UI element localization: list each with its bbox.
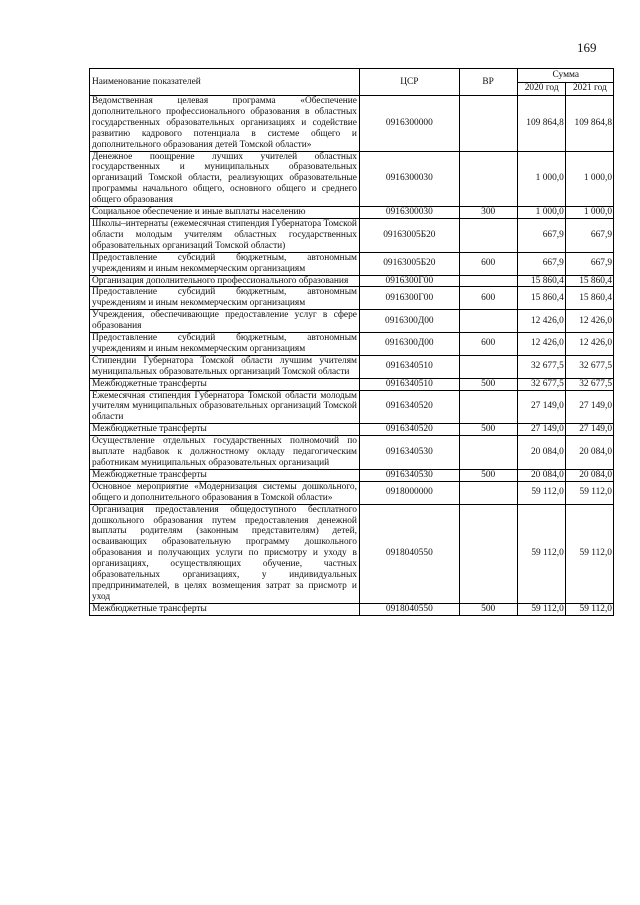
page-number: 169 — [577, 40, 597, 55]
row-csr: 0916300030 — [359, 151, 459, 207]
row-csr: 0916300Д00 — [359, 310, 459, 333]
table-row — [90, 151, 614, 207]
row-amount-2021: 59 112,0 — [565, 504, 613, 603]
row-csr: 0916340520 — [359, 424, 459, 436]
row-amount-2020: 667,9 — [517, 252, 565, 275]
row-csr: 0916340520 — [359, 390, 459, 424]
row-vr: 600 — [459, 252, 517, 275]
header-name: Наименование показателей — [90, 69, 360, 96]
row-amount-2021: 12 426,0 — [565, 333, 613, 356]
row-amount-2020: 27 149,0 — [517, 424, 565, 436]
row-amount-2021: 1 000,0 — [565, 151, 613, 207]
row-amount-2020: 20 084,0 — [517, 469, 565, 481]
row-vr — [459, 151, 517, 207]
row-vr: 600 — [459, 333, 517, 356]
table-row — [90, 469, 614, 481]
row-name: Предоставление субсидий бюджетным, автономным учреждениям и иным некоммерческим организациям — [90, 252, 360, 275]
table-row — [90, 287, 614, 310]
row-csr: 09163005Б20 — [359, 252, 459, 275]
row-amount-2020: 59 112,0 — [517, 603, 565, 615]
row-amount-2020: 12 426,0 — [517, 310, 565, 333]
row-vr — [459, 390, 517, 424]
row-amount-2021: 32 677,5 — [565, 355, 613, 378]
row-amount-2021: 12 426,0 — [565, 310, 613, 333]
row-name: Денежное поощрение лучших учителей областных государственных и муниципальных образовательных организаций Томской области, реализующих образовательные программы начального общего, основного общего и среднего общего образования — [90, 151, 360, 207]
row-name: Осуществление отдельных государственных полномочий по выплате надбавок к должностному окладу педагогическим работникам муниципальных образовательных организаций — [90, 436, 360, 470]
header-year-2020: 2020 год — [517, 82, 565, 96]
table-row — [90, 481, 614, 504]
row-vr: 500 — [459, 603, 517, 615]
table-row — [90, 355, 614, 378]
row-name: Школы–интернаты (ежемесячная стипендия Губернатора Томской области молодым учителям областных государственных образовательных организаций Томской области) — [90, 218, 360, 252]
table-row — [90, 96, 614, 152]
row-name: Социальное обеспечение и иные выплаты населению — [90, 207, 360, 219]
row-amount-2021: 20 084,0 — [565, 436, 613, 470]
table-body — [90, 96, 614, 616]
row-amount-2021: 20 084,0 — [565, 469, 613, 481]
header-csr: ЦСР — [359, 69, 459, 96]
row-vr — [459, 504, 517, 603]
row-csr: 0916340530 — [359, 436, 459, 470]
row-vr — [459, 218, 517, 252]
row-name: Стипендии Губернатора Томской области лучшим учителям муниципальных образовательных организаций Томской области — [90, 355, 360, 378]
row-amount-2020: 27 149,0 — [517, 390, 565, 424]
header-vr: ВР — [459, 69, 517, 96]
row-name: Межбюджетные трансферты — [90, 378, 360, 390]
row-csr: 0916340510 — [359, 378, 459, 390]
row-amount-2020: 59 112,0 — [517, 504, 565, 603]
row-amount-2020: 1 000,0 — [517, 207, 565, 219]
row-vr: 300 — [459, 207, 517, 219]
row-vr — [459, 96, 517, 152]
row-amount-2021: 15 860,4 — [565, 287, 613, 310]
row-name: Учреждения, обеспечивающие предоставление услуг в сфере образования — [90, 310, 360, 333]
row-amount-2021: 667,9 — [565, 218, 613, 252]
table-row — [90, 310, 614, 333]
row-csr: 0916300030 — [359, 207, 459, 219]
row-amount-2020: 15 860,4 — [517, 287, 565, 310]
table-row — [90, 504, 614, 603]
table-row — [90, 378, 614, 390]
row-name: Межбюджетные трансферты — [90, 469, 360, 481]
row-amount-2020: 12 426,0 — [517, 333, 565, 356]
row-vr: 600 — [459, 287, 517, 310]
row-name: Предоставление субсидий бюджетным, автономным учреждениям и иным некоммерческим организациям — [90, 287, 360, 310]
row-name: Межбюджетные трансферты — [90, 603, 360, 615]
row-vr: 500 — [459, 378, 517, 390]
row-vr — [459, 310, 517, 333]
row-amount-2020: 15 860,4 — [517, 275, 565, 287]
row-vr — [459, 355, 517, 378]
table-row — [90, 218, 614, 252]
row-amount-2020: 59 112,0 — [517, 481, 565, 504]
table-row — [90, 207, 614, 219]
header-year-2021: 2021 год — [565, 82, 613, 96]
row-name: Предоставление субсидий бюджетным, автономным учреждениям и иным некоммерческим организациям — [90, 333, 360, 356]
row-amount-2020: 109 864,8 — [517, 96, 565, 152]
row-csr: 0916300000 — [359, 96, 459, 152]
row-amount-2020: 667,9 — [517, 218, 565, 252]
row-amount-2021: 667,9 — [565, 252, 613, 275]
row-name: Организация предоставления общедоступного бесплатного дошкольного образования путем предоставления денежной выплаты родителям (законным представителям) детей, осваивающих образовательную программу дошкольного образования и получающих услуги по присмотру и уходу в организациях, осуществляющих обучение, частных образовательных организациях, у индивидуальных предпринимателей, в целях возмещения затрат за присмотр и уход — [90, 504, 360, 603]
table-row — [90, 333, 614, 356]
row-csr: 0916300Д00 — [359, 333, 459, 356]
row-amount-2020: 1 000,0 — [517, 151, 565, 207]
row-amount-2021: 32 677,5 — [565, 378, 613, 390]
row-vr — [459, 436, 517, 470]
table-row — [90, 436, 614, 470]
row-csr: 0916300Г00 — [359, 287, 459, 310]
row-vr: 500 — [459, 424, 517, 436]
budget-table — [89, 68, 614, 616]
table-row — [90, 603, 614, 615]
row-name: Организация дополнительного профессионального образования — [90, 275, 360, 287]
row-amount-2021: 1 000,0 — [565, 207, 613, 219]
row-amount-2021: 27 149,0 — [565, 390, 613, 424]
row-vr — [459, 275, 517, 287]
row-vr — [459, 481, 517, 504]
row-csr: 0918040550 — [359, 504, 459, 603]
row-name: Межбюджетные трансферты — [90, 424, 360, 436]
row-amount-2021: 27 149,0 — [565, 424, 613, 436]
row-csr: 0916340530 — [359, 469, 459, 481]
row-csr: 0916340510 — [359, 355, 459, 378]
table-row — [90, 252, 614, 275]
row-csr: 0916300Г00 — [359, 275, 459, 287]
table-row — [90, 275, 614, 287]
table-row — [90, 390, 614, 424]
header-sum: Сумма — [517, 69, 613, 83]
table-header-row — [90, 69, 614, 83]
row-amount-2020: 32 677,5 — [517, 355, 565, 378]
table-row — [90, 424, 614, 436]
row-csr: 0918000000 — [359, 481, 459, 504]
row-name: Ведомственная целевая программа «Обеспечение дополнительного профессионального образования в областных государственных образовательных организациях и содействие развитию кадрового потенциала в системе общего и дополнительного образования детей Томской области» — [90, 96, 360, 152]
row-amount-2021: 59 112,0 — [565, 603, 613, 615]
row-name: Основное мероприятие «Модернизация системы дошкольного, общего и дополнительного образования в Томской области» — [90, 481, 360, 504]
row-amount-2021: 109 864,8 — [565, 96, 613, 152]
row-amount-2021: 15 860,4 — [565, 275, 613, 287]
row-amount-2020: 20 084,0 — [517, 436, 565, 470]
row-csr: 09163005Б20 — [359, 218, 459, 252]
row-amount-2021: 59 112,0 — [565, 481, 613, 504]
row-amount-2020: 32 677,5 — [517, 378, 565, 390]
row-vr: 500 — [459, 469, 517, 481]
row-name: Ежемесячная стипендия Губернатора Томской области молодым учителям муниципальных образовательных организаций Томской области — [90, 390, 360, 424]
row-csr: 0918040550 — [359, 603, 459, 615]
